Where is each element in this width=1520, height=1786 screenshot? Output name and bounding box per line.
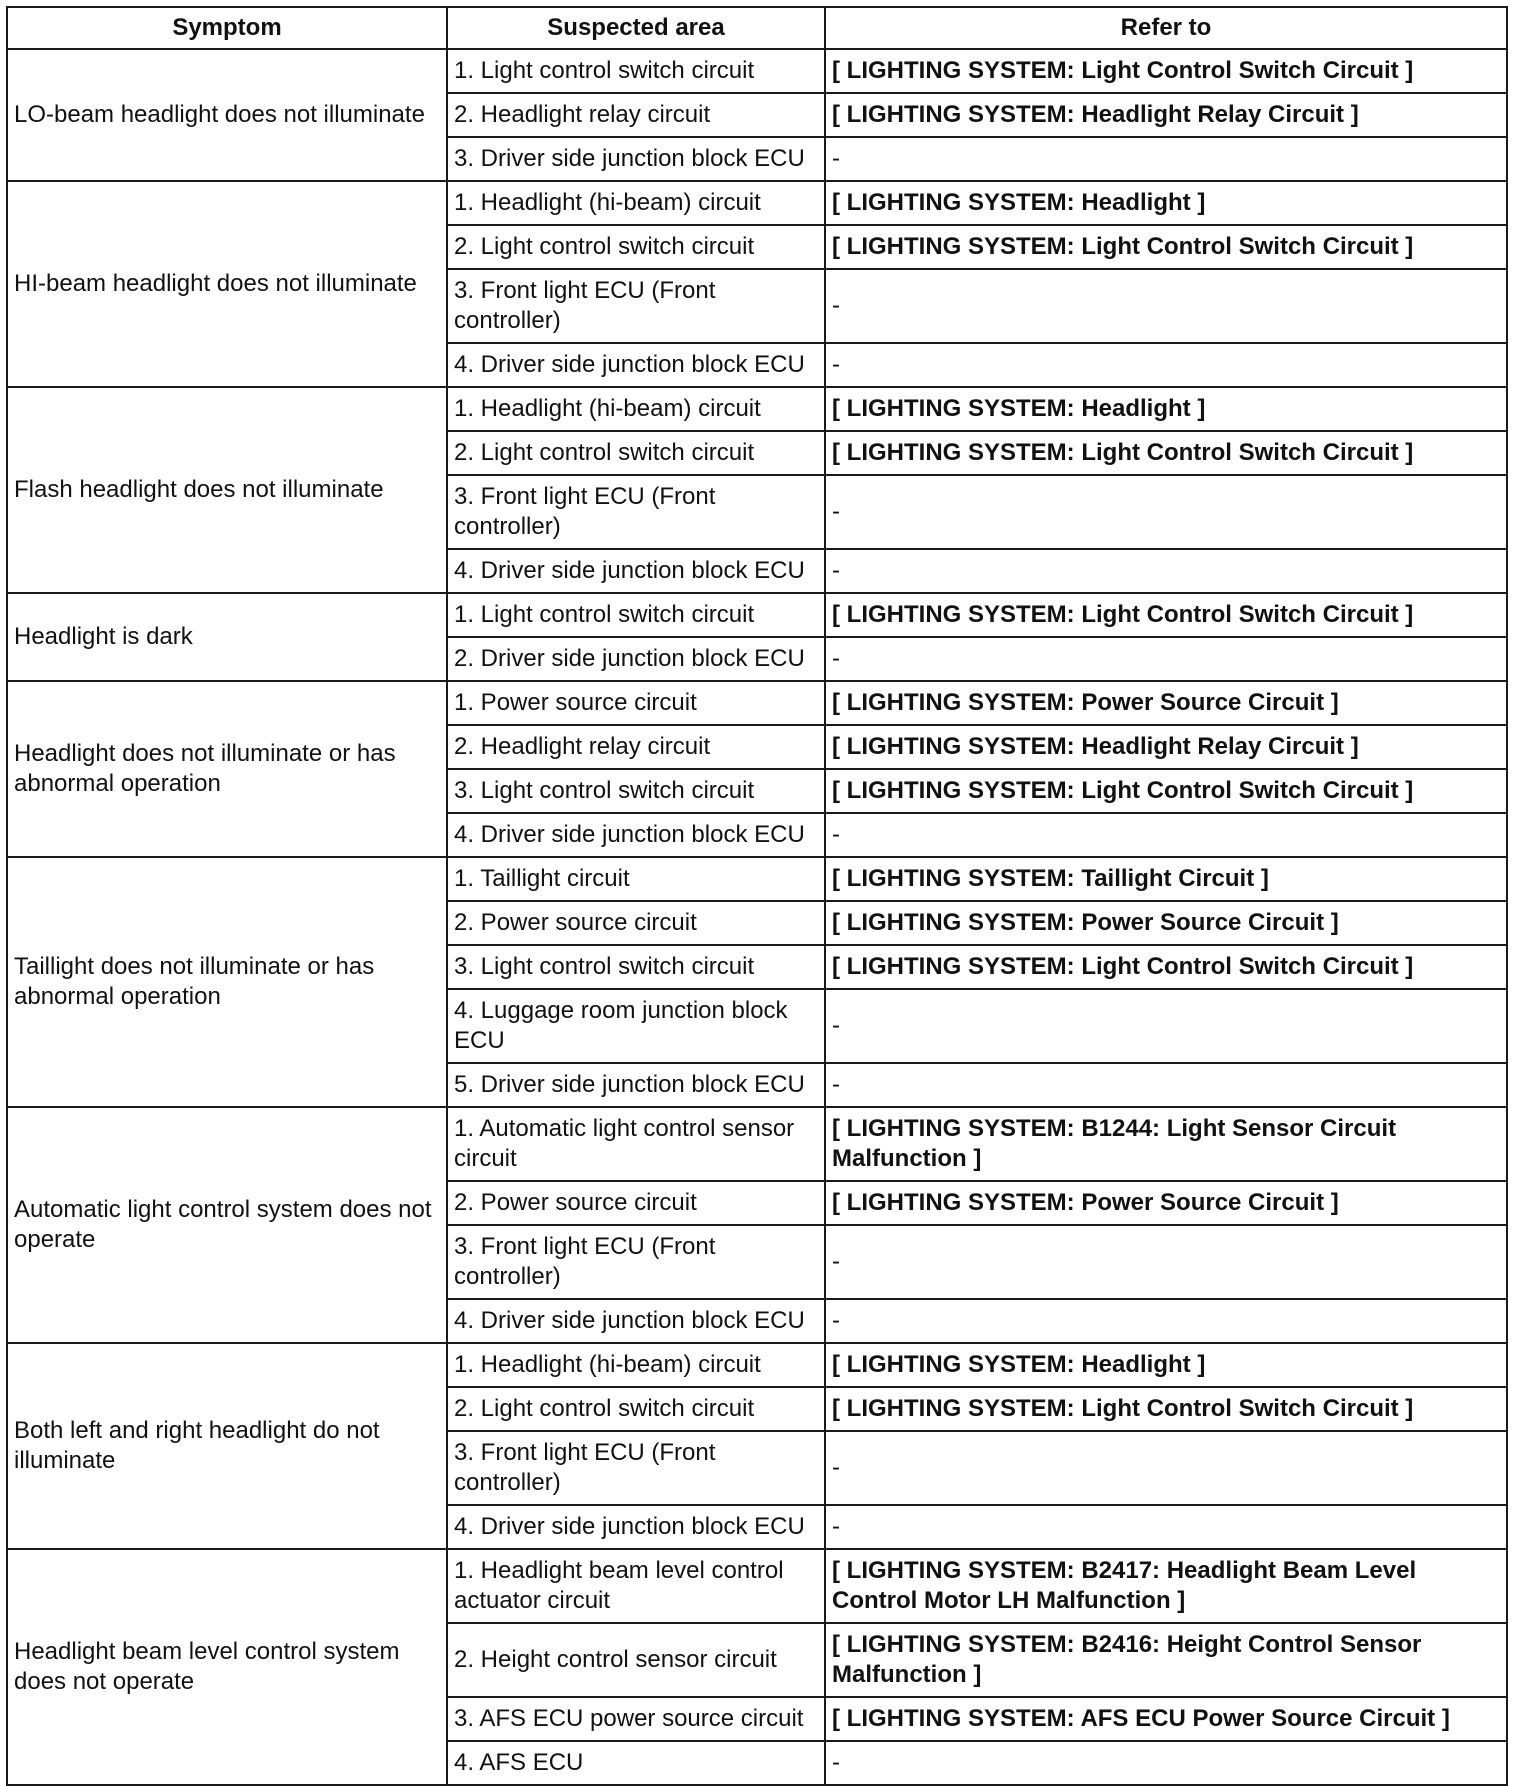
suspected-area-cell: 2. Headlight relay circuit (447, 93, 825, 137)
table-header-row (7, 7, 1507, 49)
suspected-area-cell: 2. Light control switch circuit (447, 431, 825, 475)
refer-to-cell: - (825, 269, 1507, 343)
refer-to-link[interactable]: [ LIGHTING SYSTEM: Light Control Switch Circuit ] (825, 1387, 1507, 1431)
suspected-area-cell: 1. Power source circuit (447, 681, 825, 725)
refer-to-cell: - (825, 813, 1507, 857)
refer-to-cell: - (825, 137, 1507, 181)
refer-to-link[interactable]: [ LIGHTING SYSTEM: Headlight ] (825, 1343, 1507, 1387)
suspected-area-cell: 2. Light control switch circuit (447, 225, 825, 269)
refer-to-link[interactable]: [ LIGHTING SYSTEM: B1244: Light Sensor Circuit Malfunction ] (825, 1107, 1507, 1181)
suspected-area-cell: 3. Front light ECU (Front controller) (447, 269, 825, 343)
table-row (7, 181, 1507, 225)
suspected-area-cell: 2. Height control sensor circuit (447, 1623, 825, 1697)
refer-to-cell: - (825, 1299, 1507, 1343)
suspected-area-cell: 4. Driver side junction block ECU (447, 813, 825, 857)
table-row (7, 1343, 1507, 1387)
refer-to-link[interactable]: [ LIGHTING SYSTEM: Power Source Circuit ] (825, 681, 1507, 725)
refer-to-cell: - (825, 637, 1507, 681)
refer-to-link[interactable]: [ LIGHTING SYSTEM: Light Control Switch Circuit ] (825, 225, 1507, 269)
refer-to-link[interactable]: [ LIGHTING SYSTEM: Power Source Circuit ] (825, 901, 1507, 945)
suspected-area-cell: 4. AFS ECU (447, 1741, 825, 1785)
suspected-area-cell: 1. Light control switch circuit (447, 49, 825, 93)
column-header-refer-to: Refer to (825, 7, 1507, 49)
refer-to-cell: - (825, 475, 1507, 549)
symptom-cell: Headlight is dark (7, 593, 447, 681)
refer-to-cell: - (825, 1431, 1507, 1505)
symptom-cell: LO-beam headlight does not illuminate (7, 49, 447, 181)
refer-to-link[interactable]: [ LIGHTING SYSTEM: Light Control Switch Circuit ] (825, 431, 1507, 475)
suspected-area-cell: 3. Front light ECU (Front controller) (447, 1431, 825, 1505)
table-body (7, 49, 1507, 1785)
symptom-cell: Headlight beam level control system does not operate (7, 1549, 447, 1785)
suspected-area-cell: 4. Driver side junction block ECU (447, 1299, 825, 1343)
suspected-area-cell: 2. Driver side junction block ECU (447, 637, 825, 681)
table-row (7, 1107, 1507, 1181)
table-row (7, 49, 1507, 93)
symptom-cell: Automatic light control system does not operate (7, 1107, 447, 1343)
symptom-cell: Both left and right headlight do not illuminate (7, 1343, 447, 1549)
refer-to-cell: - (825, 1505, 1507, 1549)
problem-symptoms-table-container (6, 6, 1506, 1786)
suspected-area-cell: 2. Power source circuit (447, 1181, 825, 1225)
table-row (7, 593, 1507, 637)
table-row (7, 681, 1507, 725)
suspected-area-cell: 1. Taillight circuit (447, 857, 825, 901)
suspected-area-cell: 3. Front light ECU (Front controller) (447, 475, 825, 549)
refer-to-cell: - (825, 989, 1507, 1063)
suspected-area-cell: 2. Light control switch circuit (447, 1387, 825, 1431)
refer-to-link[interactable]: [ LIGHTING SYSTEM: AFS ECU Power Source Circuit ] (825, 1697, 1507, 1741)
refer-to-cell: - (825, 549, 1507, 593)
suspected-area-cell: 2. Headlight relay circuit (447, 725, 825, 769)
suspected-area-cell: 1. Automatic light control sensor circuit (447, 1107, 825, 1181)
column-header-symptom: Symptom (7, 7, 447, 49)
suspected-area-cell: 4. Driver side junction block ECU (447, 549, 825, 593)
symptom-cell: Flash headlight does not illuminate (7, 387, 447, 593)
suspected-area-cell: 5. Driver side junction block ECU (447, 1063, 825, 1107)
suspected-area-cell: 4. Driver side junction block ECU (447, 343, 825, 387)
suspected-area-cell: 4. Luggage room junction block ECU (447, 989, 825, 1063)
suspected-area-cell: 1. Headlight (hi-beam) circuit (447, 181, 825, 225)
suspected-area-cell: 4. Driver side junction block ECU (447, 1505, 825, 1549)
refer-to-link[interactable]: [ LIGHTING SYSTEM: Headlight ] (825, 181, 1507, 225)
problem-symptoms-table (6, 6, 1508, 1786)
refer-to-cell: - (825, 343, 1507, 387)
table-row (7, 1549, 1507, 1623)
suspected-area-cell: 3. Driver side junction block ECU (447, 137, 825, 181)
refer-to-link[interactable]: [ LIGHTING SYSTEM: Light Control Switch Circuit ] (825, 49, 1507, 93)
suspected-area-cell: 3. Light control switch circuit (447, 769, 825, 813)
symptom-cell: Taillight does not illuminate or has abnormal operation (7, 857, 447, 1107)
refer-to-link[interactable]: [ LIGHTING SYSTEM: Light Control Switch Circuit ] (825, 769, 1507, 813)
refer-to-link[interactable]: [ LIGHTING SYSTEM: Power Source Circuit ] (825, 1181, 1507, 1225)
suspected-area-cell: 1. Headlight (hi-beam) circuit (447, 1343, 825, 1387)
table-row (7, 387, 1507, 431)
refer-to-link[interactable]: [ LIGHTING SYSTEM: Headlight Relay Circuit ] (825, 725, 1507, 769)
suspected-area-cell: 1. Headlight (hi-beam) circuit (447, 387, 825, 431)
column-header-suspected-area: Suspected area (447, 7, 825, 49)
suspected-area-cell: 2. Power source circuit (447, 901, 825, 945)
symptom-cell: Headlight does not illuminate or has abnormal operation (7, 681, 447, 857)
suspected-area-cell: 3. AFS ECU power source circuit (447, 1697, 825, 1741)
refer-to-link[interactable]: [ LIGHTING SYSTEM: B2417: Headlight Beam Level Control Motor LH Malfunction ] (825, 1549, 1507, 1623)
table-row (7, 857, 1507, 901)
suspected-area-cell: 1. Headlight beam level control actuator circuit (447, 1549, 825, 1623)
refer-to-cell: - (825, 1741, 1507, 1785)
symptom-cell: HI-beam headlight does not illuminate (7, 181, 447, 387)
suspected-area-cell: 1. Light control switch circuit (447, 593, 825, 637)
refer-to-link[interactable]: [ LIGHTING SYSTEM: Taillight Circuit ] (825, 857, 1507, 901)
refer-to-cell: - (825, 1225, 1507, 1299)
suspected-area-cell: 3. Front light ECU (Front controller) (447, 1225, 825, 1299)
refer-to-link[interactable]: [ LIGHTING SYSTEM: Light Control Switch Circuit ] (825, 945, 1507, 989)
refer-to-link[interactable]: [ LIGHTING SYSTEM: B2416: Height Control Sensor Malfunction ] (825, 1623, 1507, 1697)
suspected-area-cell: 3. Light control switch circuit (447, 945, 825, 989)
refer-to-cell: - (825, 1063, 1507, 1107)
refer-to-link[interactable]: [ LIGHTING SYSTEM: Headlight ] (825, 387, 1507, 431)
refer-to-link[interactable]: [ LIGHTING SYSTEM: Light Control Switch Circuit ] (825, 593, 1507, 637)
refer-to-link[interactable]: [ LIGHTING SYSTEM: Headlight Relay Circuit ] (825, 93, 1507, 137)
